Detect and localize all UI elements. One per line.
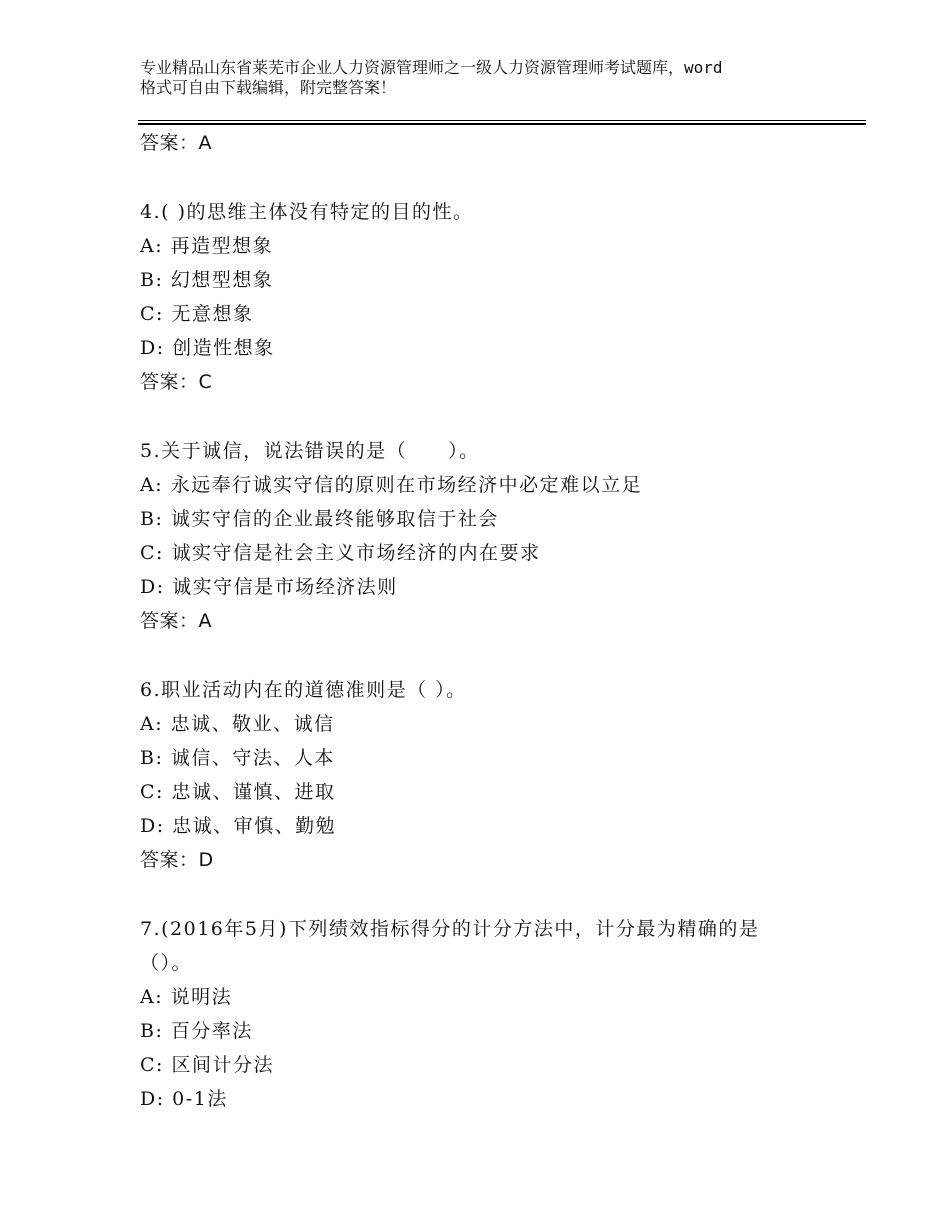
question-4-option-a: A: 再造型想象: [140, 235, 274, 257]
question-7-stem: 7.(2016年5月)下列绩效指标得分的计分方法中，计分最为精确的是: [140, 918, 760, 940]
question-6-option-a: A: 忠诚、敬业、诚信: [140, 713, 335, 735]
question-7-option-c: C: 区间计分法: [140, 1054, 274, 1076]
question-5-option-c: C: 诚实守信是社会主义市场经济的内在要求: [140, 542, 541, 564]
document-header: [140, 58, 830, 98]
question-5-answer: 答案：A: [140, 610, 212, 632]
header-line-2: 格式可自由下载编辑，附完整答案！: [140, 78, 397, 97]
header-line-1: 专业精品山东省莱芜市企业人力资源管理师之一级人力资源管理师考试题库，word: [140, 58, 723, 77]
question-6-answer: 答案：D: [140, 849, 214, 871]
header-rule-thick: [138, 123, 866, 125]
question-4-option-d: D: 创造性想象: [140, 337, 275, 359]
question-7-option-b: B: 百分率法: [140, 1020, 253, 1042]
question-4-stem: 4.( )的思维主体没有特定的目的性。: [140, 201, 474, 223]
previous-answer: 答案：A: [140, 132, 212, 154]
question-5-option-b: B: 诚实守信的企业最终能够取信于社会: [140, 508, 499, 530]
header-rule-thin: [138, 120, 866, 121]
question-6-stem: 6.职业活动内在的道德准则是（ ）。: [140, 679, 467, 701]
question-4-option-c: C: 无意想象: [140, 303, 254, 325]
question-7-stem-continued: （）。: [140, 952, 193, 974]
question-6-option-d: D: 忠诚、审慎、勤勉: [140, 815, 337, 837]
question-7-option-d: D: 0-1法: [140, 1088, 228, 1110]
question-5-option-a: A: 永远奉行诚实守信的原则在市场经济中必定难以立足: [140, 474, 643, 496]
question-5-stem: 5.关于诚信，说法错误的是（ ）。: [140, 440, 480, 462]
question-6-option-b: B: 诚信、守法、人本: [140, 747, 335, 769]
question-5-option-d: D: 诚实守信是市场经济法则: [140, 576, 398, 598]
question-6-option-c: C: 忠诚、谨慎、进取: [140, 781, 336, 803]
question-4-option-b: B: 幻想型想象: [140, 269, 274, 291]
question-4-answer: 答案：C: [140, 371, 213, 393]
question-7-option-a: A: 说明法: [140, 986, 233, 1008]
